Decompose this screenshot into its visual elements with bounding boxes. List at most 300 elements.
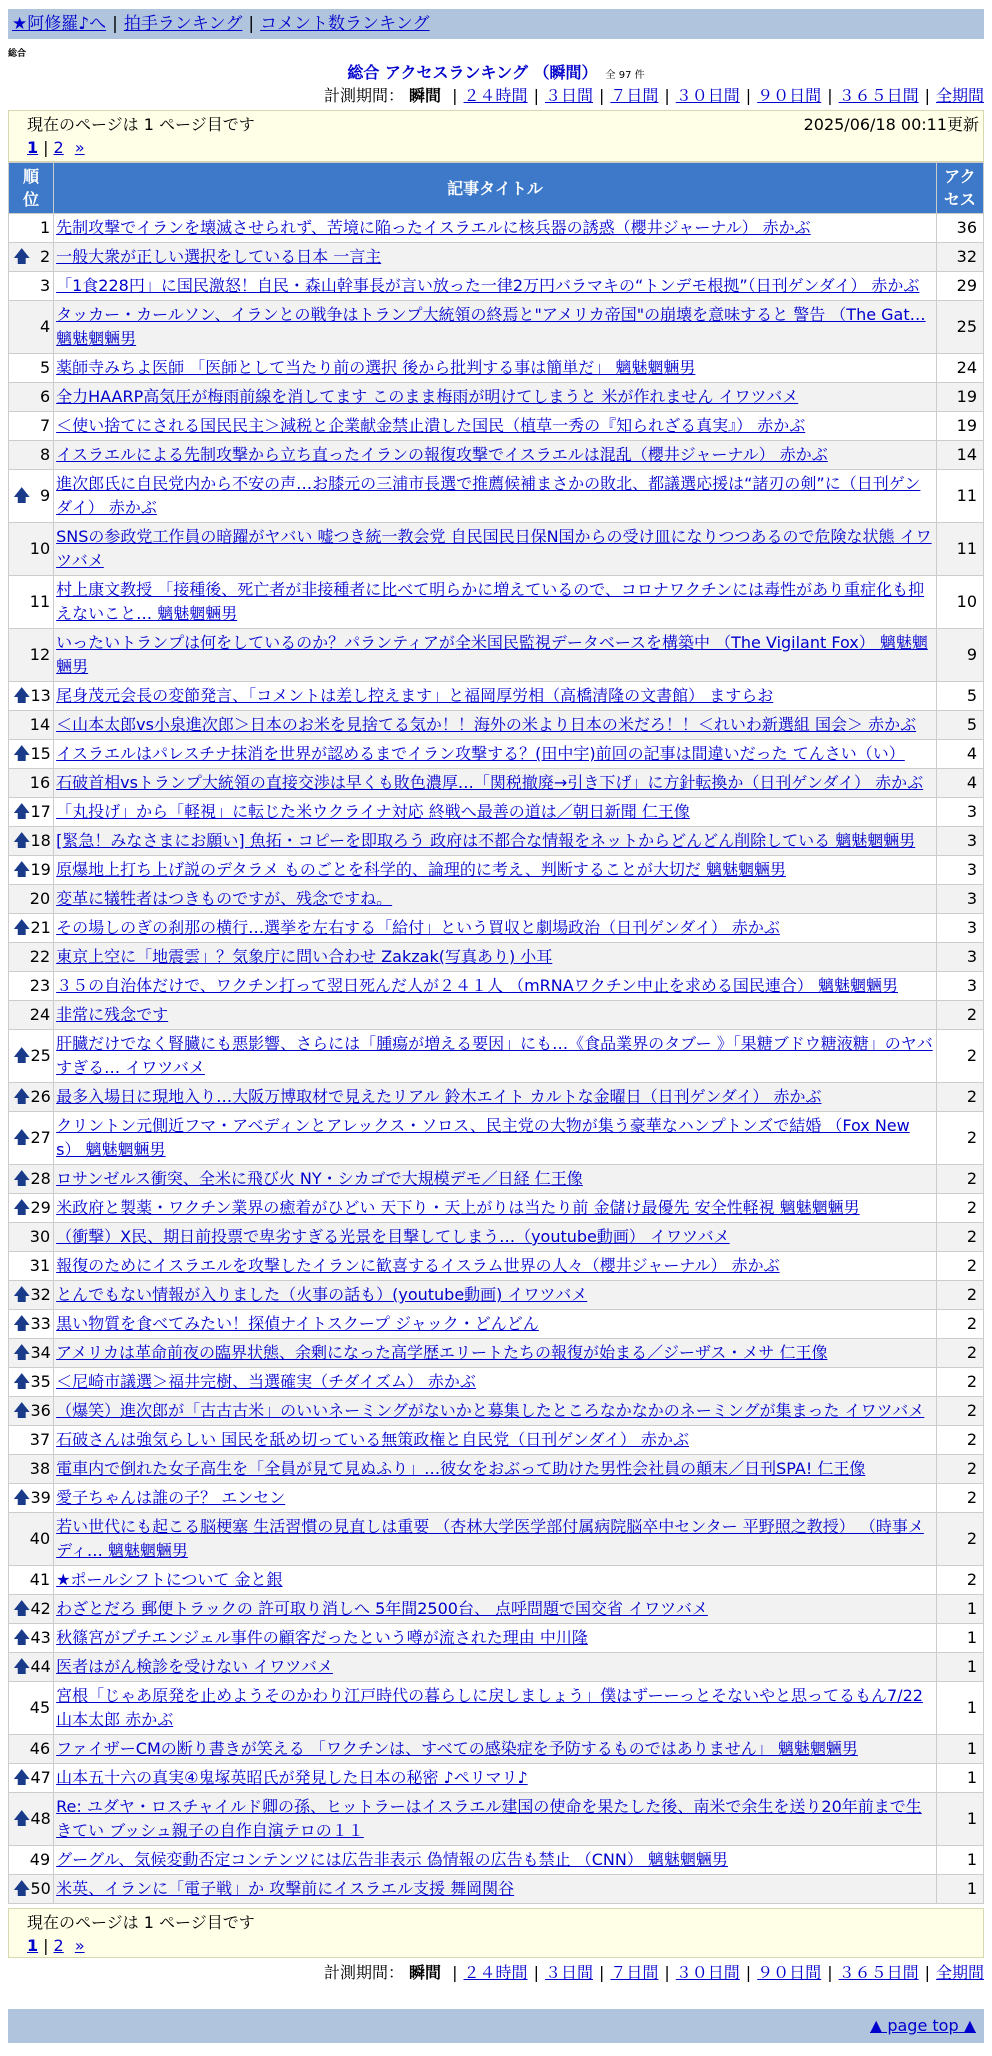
title-cell — [54, 1252, 936, 1280]
access-count: 19 — [937, 412, 983, 440]
table-row — [9, 1194, 983, 1222]
period-link[interactable]: ３日間 — [544, 1963, 593, 1982]
title-cell — [54, 711, 936, 739]
updated-timestamp: 2025/06/18 00:11更新 — [803, 115, 979, 134]
article-title-link[interactable]: ファイザーCMの断り書きが笑える 「ワクチンは、すべての感染症を予防するものではありません」 魑魅魍魎男 — [56, 1739, 858, 1758]
rank-number: 10 — [29, 539, 51, 558]
access-count: 3 — [937, 885, 983, 913]
title-cell — [54, 1397, 936, 1425]
table-row — [9, 1310, 983, 1338]
rank-cell — [9, 914, 53, 942]
rank-number: 37 — [29, 1430, 51, 1449]
rank-cell — [9, 798, 53, 826]
table-row — [9, 354, 983, 382]
rank-number: 21 — [30, 918, 51, 937]
rank-number: 39 — [30, 1488, 51, 1507]
article-title-link[interactable]: 若い世代にも起こる脳梗塞 生活習慣の見直しは重要 （杏林大学医学部付属病院脳卒中センター 平野照之教授） （時事メディ… 魑魅魍魎男 — [56, 1517, 924, 1560]
access-count: 10 — [937, 576, 983, 628]
rank-cell — [9, 1030, 53, 1082]
rank-cell — [9, 711, 53, 739]
access-count: 2 — [937, 1310, 983, 1338]
rank-number: 25 — [30, 1046, 51, 1065]
period-separator: | — [598, 1963, 605, 1982]
rank-cell — [9, 243, 53, 271]
article-title-link[interactable]: ３５の自治体だけで、ワクチン打って翌日死んだ人が２４１人 （mRNAワクチン中止を求める国民連合） 魑魅魍魎男 — [56, 976, 898, 995]
access-count: 2 — [937, 1001, 983, 1029]
access-count: 19 — [937, 383, 983, 411]
title-cell — [54, 1223, 936, 1251]
access-count: 2 — [937, 1281, 983, 1309]
access-count: 24 — [937, 354, 983, 382]
rank-number: 40 — [29, 1529, 51, 1548]
rank-up-arrow-icon: 🡅 — [13, 1809, 31, 1829]
article-title-link[interactable]: 薬師寺みちよ医師 「医師として当たり前の選択 後から批判する事は簡単だ」 魑魅魍魎男 — [56, 358, 696, 377]
nav-separator: | — [248, 14, 255, 34]
article-title-link[interactable]: 米政府と製薬・ワクチン業界の癒着がひどい 天下り・天上がりは当たり前 金儲け最優先 安全性軽視 魑魅魍魎男 — [56, 1198, 860, 1217]
article-title-link[interactable]: 原爆地上打ち上げ説のデタラメ ものごとを科学的、論理的に考え、判断することが大切だ 魑魅魍魎男 — [56, 860, 786, 879]
table-row — [9, 769, 983, 797]
access-count: 5 — [937, 711, 983, 739]
paging-box-bottom — [8, 1908, 984, 1958]
rank-cell — [9, 1397, 53, 1425]
category-label: 総合 — [8, 49, 27, 59]
access-count: 1 — [937, 1846, 983, 1874]
page-1-link[interactable]: 1 — [27, 1936, 39, 1955]
access-count: 1 — [937, 1653, 983, 1681]
rank-number: 31 — [29, 1256, 51, 1275]
page-1-link[interactable]: 1 — [27, 138, 39, 157]
rank-cell — [9, 1223, 53, 1251]
rank-up-arrow-icon: 🡅 — [13, 247, 31, 267]
article-title-link[interactable]: [緊急！みなさまにお願い] 魚拓・コピーを即取ろう 政府は不都合な情報をネットからどんどん削除している 魑魅魍魎男 — [56, 831, 916, 850]
rank-up-arrow-icon: 🡅 — [13, 1169, 31, 1189]
article-title-link[interactable]: 先制攻撃でイランを壊滅させられず、苦境に陥ったイスラエルに核兵器の誘惑（櫻井ジャーナル） 赤かぶ — [56, 218, 811, 237]
title-cell — [54, 1566, 936, 1594]
table-row — [9, 1653, 983, 1681]
period-separator: | — [533, 1963, 539, 1982]
article-title-link[interactable]: グーグル、気候変動否定コンテンツには広告非表示 偽情報の広告も禁止 （CNN） 魑魅魍魎男 — [56, 1850, 728, 1869]
rank-up-arrow-icon: 🡅 — [13, 1628, 31, 1648]
page-separator: | — [43, 1936, 49, 1955]
rank-up-arrow-icon: 🡅 — [13, 1285, 31, 1305]
article-title-link[interactable]: ＜尼崎市議選＞福井完樹、当選確実（チダイズム） 赤かぶ — [56, 1372, 476, 1391]
rank-cell — [9, 272, 53, 300]
article-title-link[interactable]: 東京上空に「地震雲」？気象庁に問い合わせ Zakzak(写真あり) 小耳 — [56, 947, 553, 966]
article-title-link[interactable]: ＜使い捨てにされる国民民主＞減税と企業献金禁止潰した国民（植草一秀の『知られざる真実』） 赤かぶ — [56, 416, 806, 435]
home-link[interactable]: ★阿修羅♪へ — [12, 14, 107, 34]
article-title-link[interactable]: タッカー・カールソン、イランとの戦争はトランプ大統領の終焉と"アメリカ帝国"の崩壊を意味すると 警告 （The Gat… 魑魅魍魎男 — [56, 305, 926, 348]
period-separator: | — [745, 86, 752, 105]
article-title-link[interactable]: 尾身茂元会長の変節発言、「コメントは差し控えます」と福岡厚労相（高橋清隆の文書館） ますらお — [56, 686, 774, 705]
table-row — [9, 943, 983, 971]
rank-number: 11 — [29, 592, 51, 611]
rank-up-arrow-icon: 🡅 — [13, 860, 31, 880]
article-title-link[interactable]: 石破さんは強気らしい 国民を舐め切っている無策政権と自民党（日刊ゲンダイ） 赤かぶ — [56, 1430, 690, 1449]
access-count: 4 — [937, 740, 983, 768]
article-title-link[interactable]: 山本五十六の真実④鬼塚英昭氏が発見した日本の秘密 ♪ペリマリ♪ — [56, 1768, 528, 1787]
period-link[interactable]: ３０日間 — [675, 1963, 740, 1982]
paging-box-top — [8, 110, 984, 162]
article-title-link[interactable]: Re: ユダヤ・ロスチャイルド卿の孫、ヒットラーはイスラエル建国の使命を果たした後、南米で余生を送り20年前まで生きてい ブッシュ親子の自作自演テロの１１ — [56, 1797, 922, 1840]
rank-number: 17 — [30, 802, 51, 821]
access-count: 2 — [937, 1426, 983, 1454]
access-count: 3 — [937, 827, 983, 855]
access-count: 2 — [937, 1513, 983, 1565]
title-cell — [54, 383, 936, 411]
rank-number: 27 — [30, 1128, 51, 1147]
table-row — [9, 1455, 983, 1483]
table-row — [9, 972, 983, 1000]
access-count: 3 — [937, 798, 983, 826]
access-count: 2 — [937, 1223, 983, 1251]
period-link[interactable]: ９０日間 — [757, 86, 822, 105]
title-cell — [54, 1001, 936, 1029]
article-title-link[interactable]: クリントン元側近フマ・アベディンとアレックス・ソロス、民主党の大物が集う豪華なハンプトンズで結婚 （Fox News） 魑魅魍魎男 — [56, 1116, 910, 1159]
rank-cell — [9, 1875, 53, 1903]
article-title-link[interactable]: 変革に犠牲者はつきものですが、残念ですね。 — [56, 889, 393, 908]
rank-up-arrow-icon: 🡅 — [13, 1401, 31, 1421]
access-count: 36 — [937, 214, 983, 242]
article-title-link[interactable]: SNSの参政党工作員の暗躍がヤバい 嘘つき統一教会党 自民国民日保N国からの受け皿になりつつあるので危険な状態 イワツバメ — [56, 527, 932, 570]
title-cell — [54, 972, 936, 1000]
rank-number: 43 — [30, 1628, 51, 1647]
article-title-link[interactable]: イスラエルはパレスチナ抹消を世界が認めるまでイラン攻撃する？(田中宇)前回の記事は間違いだった てんさい（い） — [56, 744, 905, 763]
rank-cell — [9, 827, 53, 855]
access-count: 2 — [937, 1083, 983, 1111]
table-row — [9, 1484, 983, 1512]
period-separator: | — [827, 86, 833, 105]
table-row — [9, 1030, 983, 1082]
table-row — [9, 1397, 983, 1425]
period-separator: | — [452, 1963, 458, 1982]
access-count: 2 — [937, 1112, 983, 1164]
title-cell — [54, 1368, 936, 1396]
access-count: 2 — [937, 1165, 983, 1193]
title-cell — [54, 740, 936, 768]
period-links — [446, 86, 984, 105]
rank-up-arrow-icon: 🡅 — [13, 1314, 31, 1334]
footer-bar — [8, 2009, 984, 2043]
article-title-link[interactable]: 報復のためにイスラエルを攻撃したイランに歓喜するイスラム世界の人々（櫻井ジャーナル） 赤かぶ — [56, 1256, 780, 1275]
title-cell — [54, 856, 936, 884]
rank-number: 6 — [39, 387, 51, 406]
access-count: 9 — [937, 629, 983, 681]
page-top-link[interactable]: ▲ page top ▲ — [869, 2016, 976, 2035]
article-title-link[interactable]: 村上康文教授 「接種後、死亡者が非接種者に比べて明らかに増えているので、コロナワクチンには毒性があり重症化も抑えないこと… 魑魅魍魎男 — [56, 580, 925, 623]
rank-cell — [9, 354, 53, 382]
table-row — [9, 1112, 983, 1164]
page-2-link[interactable]: 2 — [53, 138, 64, 157]
period-link[interactable]: ３日間 — [544, 86, 593, 105]
access-count: 1 — [937, 1735, 983, 1763]
title-cell — [54, 1165, 936, 1193]
rank-cell — [9, 1165, 53, 1193]
rank-cell — [9, 1083, 53, 1111]
title-cell — [54, 1194, 936, 1222]
period-separator: | — [745, 1963, 752, 1982]
ranking-table — [8, 162, 984, 1904]
rank-up-arrow-icon: 🡅 — [13, 1128, 31, 1148]
title-cell — [54, 1793, 936, 1845]
access-count: 2 — [937, 1030, 983, 1082]
rank-number: 22 — [29, 947, 51, 966]
access-count: 3 — [937, 972, 983, 1000]
article-title-link[interactable]: 「1食228円」に国民激怒！自民・森山幹事長が言い放った一律2万円バラマキの“トンデモ根拠”（日刊ゲンダイ） 赤かぶ — [56, 276, 920, 295]
article-title-link[interactable]: 秋篠宮がプチエンジェル事件の顧客だったという噂が流された理由 中川隆 — [56, 1628, 588, 1647]
title-cell — [54, 914, 936, 942]
current-page-text: 現在のページは 1 ページ目です — [27, 1913, 255, 1932]
rank-cell — [9, 1793, 53, 1845]
table-row — [9, 272, 983, 300]
article-title-link[interactable]: 石破首相vsトランプ大統領の直接交渉は早くも敗色濃厚…「関税撤廃→引き下げ」に方針転換か（日刊ゲンダイ） 赤かぶ — [56, 773, 924, 792]
article-title-link[interactable]: ロサンゼルス衝突、全米に飛び火 NY・シカゴで大規模デモ／日経 仁王像 — [56, 1169, 583, 1188]
period-link[interactable]: ７日間 — [610, 86, 659, 105]
title-cell — [54, 1764, 936, 1792]
period-link[interactable]: ３０日間 — [675, 86, 740, 105]
rank-number: 3 — [39, 276, 51, 295]
rank-up-arrow-icon: 🡅 — [13, 1879, 31, 1899]
title-cell — [54, 943, 936, 971]
access-count: 2 — [937, 1397, 983, 1425]
title-cell — [54, 769, 936, 797]
period-separator: | — [664, 1963, 670, 1982]
rank-cell — [9, 412, 53, 440]
rank-cell — [9, 1339, 53, 1367]
rank-cell — [9, 769, 53, 797]
table-row — [9, 1513, 983, 1565]
rank-cell — [9, 1281, 53, 1309]
table-row — [9, 827, 983, 855]
rank-up-arrow-icon: 🡅 — [13, 1198, 31, 1218]
period-separator: | — [598, 86, 605, 105]
rank-number: 33 — [30, 1314, 51, 1333]
rank-number: 4 — [39, 317, 51, 336]
rank-cell — [9, 1624, 53, 1652]
table-row — [9, 523, 983, 575]
access-count: 3 — [937, 943, 983, 971]
article-title-link[interactable]: 電車内で倒れた女子高生を「全員が見て見ぬふり」…彼女をおぶって助けた男性会社員の顛末／日刊SPA! 仁王像 — [56, 1459, 866, 1478]
table-row — [9, 1595, 983, 1623]
rank-number: 15 — [30, 744, 51, 763]
article-title-link[interactable]: （爆笑）進次郎が「古古古米」のいいネーミングがないかと募集したところなかなかのネーミングが集まった イワツバメ — [56, 1401, 925, 1420]
title-cell — [54, 1310, 936, 1338]
period-links — [446, 1963, 984, 1982]
rank-number: 7 — [39, 416, 51, 435]
access-count: 2 — [937, 1194, 983, 1222]
period-link[interactable]: ３６５日間 — [838, 1963, 919, 1982]
title-header: 記事タイトル — [54, 163, 936, 213]
rank-number: 26 — [30, 1087, 51, 1106]
rank-up-arrow-icon: 🡅 — [13, 1657, 31, 1677]
table-row — [9, 214, 983, 242]
article-title-link[interactable]: 愛子ちゃんは誰の子？ エンセン — [56, 1488, 286, 1507]
rank-cell — [9, 1252, 53, 1280]
rank-number: 20 — [29, 889, 51, 908]
table-row — [9, 682, 983, 710]
rank-number: 29 — [30, 1198, 51, 1217]
table-row — [9, 885, 983, 913]
rank-up-arrow-icon: 🡅 — [13, 1046, 31, 1066]
table-row — [9, 1846, 983, 1874]
title-cell — [54, 214, 936, 242]
period-current: 瞬間 — [409, 1963, 442, 1982]
rank-number: 16 — [29, 773, 51, 792]
access-count: 1 — [937, 1793, 983, 1845]
rank-number: 46 — [29, 1739, 51, 1758]
rank-number: 45 — [29, 1698, 51, 1717]
table-row — [9, 1624, 983, 1652]
rank-cell — [9, 1194, 53, 1222]
table-row — [9, 1875, 983, 1903]
access-count: 4 — [937, 769, 983, 797]
article-title-link[interactable]: 「丸投げ」から「軽視」に転じた米ウクライナ対応 終戦へ最善の道は／朝日新聞 仁王像 — [56, 802, 690, 821]
rank-cell — [9, 1566, 53, 1594]
pagination — [27, 1935, 85, 1957]
title-cell — [54, 1735, 936, 1763]
title-cell — [54, 1030, 936, 1082]
article-title-link[interactable]: 米英、イランに「電子戦」か 攻撃前にイスラエル支援 舞岡関谷 — [56, 1879, 515, 1898]
rank-up-arrow-icon: 🡅 — [13, 1087, 31, 1107]
period-link[interactable]: 全期間 — [935, 86, 984, 105]
period-link[interactable]: ２４時間 — [463, 1963, 528, 1982]
access-count: 3 — [937, 914, 983, 942]
article-title-link[interactable]: 宮根「じゃあ原発を止めようそのかわり江戸時代の暮らしに戻しましょう」僕はずーーっとそないやと思ってるもん7/22山本太郎 赤かぶ — [56, 1686, 923, 1729]
rank-up-arrow-icon: 🡅 — [13, 1599, 31, 1619]
table-row — [9, 1368, 983, 1396]
table-row — [9, 1426, 983, 1454]
current-page-text: 現在のページは 1 ページ目です — [27, 115, 255, 134]
period-label: 計測期間： — [323, 1963, 404, 1982]
table-row — [9, 243, 983, 271]
title-cell — [54, 885, 936, 913]
rank-number: 24 — [29, 1005, 51, 1024]
period-label: 計測期間： — [323, 86, 404, 105]
title-cell — [54, 682, 936, 710]
table-row — [9, 412, 983, 440]
access-count: 29 — [937, 272, 983, 300]
rank-number: 44 — [30, 1657, 51, 1676]
rank-cell — [9, 740, 53, 768]
article-title-link[interactable]: 黒い物質を食べてみたい！探偵ナイトスクープ ジャック・どんどん — [56, 1314, 539, 1333]
rank-number: 28 — [30, 1169, 51, 1188]
access-count: 2 — [937, 1455, 983, 1483]
rank-cell — [9, 885, 53, 913]
title-cell — [54, 1846, 936, 1874]
title-cell — [54, 354, 936, 382]
period-link[interactable]: ２４時間 — [463, 86, 528, 105]
access-count: 11 — [937, 523, 983, 575]
rank-cell — [9, 1484, 53, 1512]
title-cell — [54, 1455, 936, 1483]
page-2-link[interactable]: 2 — [53, 1936, 64, 1955]
nav-separator: | — [112, 14, 118, 34]
article-title-link[interactable]: アメリカは革命前夜の臨界状態、余剰になった高学歴エリートたちの報復が始まる／ジーザス・メサ 仁王像 — [56, 1343, 828, 1362]
article-title-link[interactable]: とんでもない情報が入りました（火事の話も）(youtube動画) イワツバメ — [56, 1285, 588, 1304]
rank-cell — [9, 1595, 53, 1623]
rank-number: 14 — [29, 715, 51, 734]
article-title-link[interactable]: ＜山本太郎vs小泉進次郎＞日本のお米を見捨てる気か！！海外の米より日本の米だろ！！＜れいわ新選組 国会＞ 赤かぶ — [56, 715, 917, 734]
table-row — [9, 1764, 983, 1792]
article-title-link[interactable]: （衝撃）X民、期日前投票で卑劣すぎる光景を目撃してしまう…（youtube動画） イワツバメ — [56, 1227, 730, 1246]
article-title-link[interactable]: 医者はがん検診を受けない イワツバメ — [56, 1657, 333, 1676]
article-title-link[interactable]: その場しのぎの刹那の横行…選挙を左右する「給付」という買収と劇場政治（日刊ゲンダイ） 赤かぶ — [56, 918, 780, 937]
title-cell — [54, 827, 936, 855]
table-row — [9, 1252, 983, 1280]
title-cell — [54, 470, 936, 522]
title-cell — [54, 441, 936, 469]
table-row — [9, 740, 983, 768]
table-row — [9, 1083, 983, 1111]
title-cell — [54, 1682, 936, 1734]
period-link[interactable]: ７日間 — [610, 1963, 659, 1982]
table-row — [9, 1682, 983, 1734]
rank-cell — [9, 1735, 53, 1763]
title-cell — [54, 1083, 936, 1111]
title-cell — [54, 1653, 936, 1681]
period-separator: | — [827, 1963, 833, 1982]
comment-ranking-link[interactable]: コメント数ランキング — [260, 14, 430, 34]
title-cell — [54, 1875, 936, 1903]
article-title-link[interactable]: 進次郎氏に自民党内から不安の声…お膝元の三浦市長選で推薦候補まさかの敗北、都議選応援は“諸刃の剣”に（日刊ゲンダイ） 赤かぶ — [56, 474, 921, 517]
rank-cell — [9, 682, 53, 710]
title-cell — [54, 1281, 936, 1309]
table-row — [9, 1223, 983, 1251]
period-current: 瞬間 — [409, 86, 442, 105]
article-title-link[interactable]: 全力HAARP高気圧が梅雨前線を消してます このまま梅雨が明けてしまうと 米が作れません イワツバメ — [56, 387, 799, 406]
rank-cell — [9, 1001, 53, 1029]
title-cell — [54, 1513, 936, 1565]
rank-up-arrow-icon: 🡅 — [13, 744, 31, 764]
rank-number: 35 — [30, 1372, 51, 1391]
article-title-link[interactable]: 一般大衆が正しい選択をしている日本 一言主 — [56, 247, 382, 266]
article-title-link[interactable]: いったいトランプは何をしているのか？パランティアが全米国民監視データベースを構築中 （The Vigilant Fox） 魑魅魍魎男 — [56, 633, 928, 676]
period-link[interactable]: ３６５日間 — [838, 86, 919, 105]
period-link[interactable]: 全期間 — [935, 1963, 984, 1982]
next-page-link[interactable]: » — [74, 138, 85, 157]
access-count: 5 — [937, 682, 983, 710]
title-cell — [54, 798, 936, 826]
rank-cell — [9, 856, 53, 884]
table-row — [9, 1735, 983, 1763]
period-separator: | — [924, 86, 930, 105]
article-title-link[interactable]: ★ポールシフトについて 金と銀 — [56, 1570, 283, 1589]
access-count: 2 — [937, 1339, 983, 1367]
rank-number: 32 — [30, 1285, 51, 1304]
rank-up-arrow-icon: 🡅 — [13, 918, 31, 938]
rank-number: 30 — [29, 1227, 51, 1246]
rank-number: 2 — [39, 247, 51, 266]
article-title-link[interactable]: 最多入場日に現地入り…大阪万博取材で見えたリアル 鈴木エイト カルトな金曜日（日刊ゲンダイ） 赤かぶ — [56, 1087, 822, 1106]
rank-number: 13 — [30, 686, 51, 705]
article-title-link[interactable]: イスラエルによる先制攻撃から立ち直ったイランの報復攻撃でイスラエルは混乱（櫻井ジャーナル） 赤かぶ — [56, 445, 828, 464]
article-title-link[interactable]: わざとだろ 郵便トラックの 許可取り消しへ 5年間2500台、 点呼問題で国交省 イワツバメ — [56, 1599, 708, 1618]
rank-cell — [9, 1112, 53, 1164]
title-cell — [54, 301, 936, 353]
rank-up-arrow-icon: 🡅 — [13, 1488, 31, 1508]
period-separator: | — [452, 86, 458, 105]
access-count: 1 — [937, 1875, 983, 1903]
clap-ranking-link[interactable]: 拍手ランキング — [123, 14, 243, 34]
article-title-link[interactable]: 非常に残念です — [56, 1005, 169, 1024]
rank-number: 50 — [30, 1879, 51, 1898]
table-row — [9, 1566, 983, 1594]
article-title-link[interactable]: 肝臓だけでなく腎臓にも悪影響、さらには「腫瘍が増える要因」にも…《食品業界のタブー 》「果糖ブドウ糖液糖」のヤバすぎる… イワツバメ — [56, 1034, 933, 1077]
period-link[interactable]: ９０日間 — [757, 1963, 822, 1982]
rank-number: 9 — [39, 486, 51, 505]
access-count: 2 — [937, 1252, 983, 1280]
next-page-link[interactable]: » — [74, 1936, 85, 1955]
table-row — [9, 1001, 983, 1029]
